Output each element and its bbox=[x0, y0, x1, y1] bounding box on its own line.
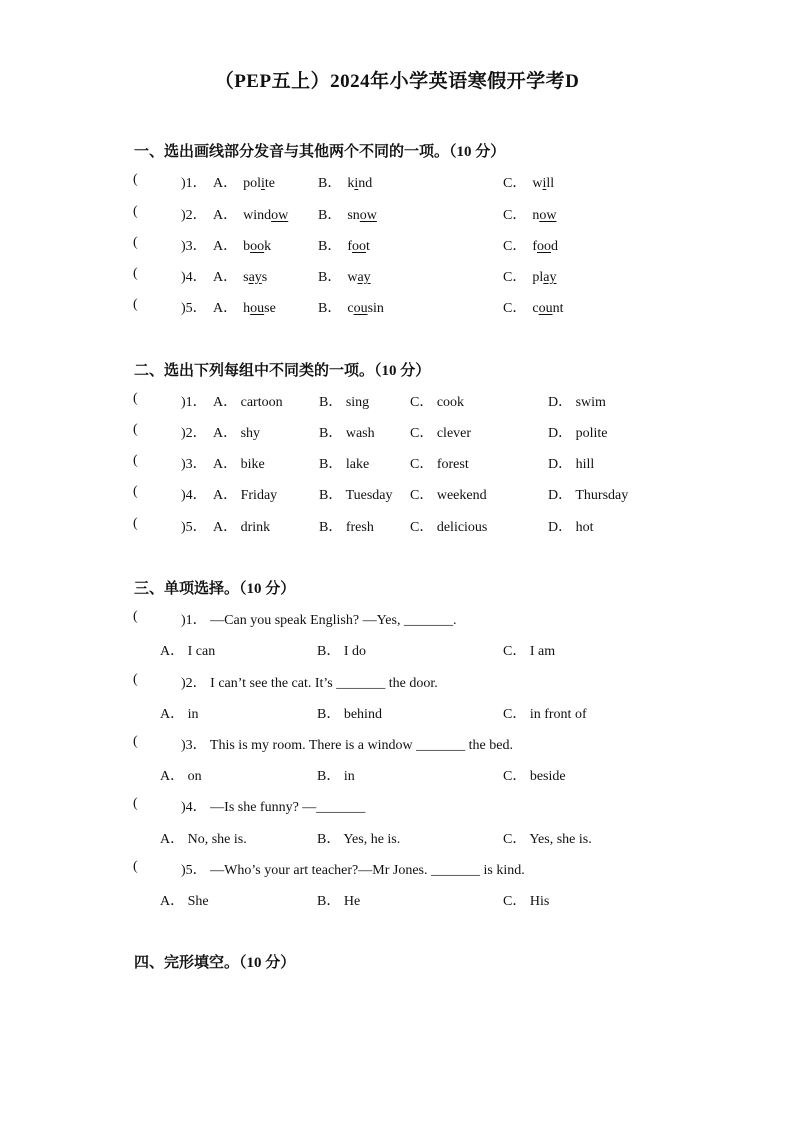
answer-blank[interactable]: ( bbox=[133, 235, 138, 250]
option-label: B． bbox=[318, 208, 342, 223]
option-label: B． bbox=[318, 176, 342, 191]
option-a bbox=[213, 266, 267, 286]
option-label: C． bbox=[503, 270, 527, 285]
underlined-sound: ay bbox=[543, 270, 557, 285]
option-a bbox=[213, 204, 288, 224]
option-a[interactable]: A． I can bbox=[160, 644, 216, 659]
word-part: f bbox=[532, 239, 538, 254]
answer-blank[interactable]: ( bbox=[133, 609, 138, 624]
option-word bbox=[243, 239, 271, 254]
underlined-sound: ou bbox=[353, 301, 368, 316]
option-word bbox=[347, 301, 384, 316]
section-4-heading: 四、完形填空。（10 分） bbox=[134, 955, 296, 971]
option-b: B． sing bbox=[319, 395, 370, 410]
page-title: （PEP五上）2024年小学英语寒假开学考D bbox=[214, 71, 580, 92]
option-b[interactable]: B． behind bbox=[317, 707, 382, 722]
option-label: A． bbox=[213, 239, 238, 254]
option-label: C． bbox=[503, 301, 527, 316]
question-number: )2． bbox=[181, 426, 207, 441]
answer-blank[interactable]: ( bbox=[133, 859, 138, 874]
option-label: A． bbox=[213, 301, 238, 316]
answer-blank[interactable]: ( bbox=[133, 484, 138, 499]
question-number: )4． bbox=[181, 270, 207, 285]
option-c bbox=[503, 235, 558, 255]
option-c bbox=[503, 172, 554, 192]
option-label: A． bbox=[213, 208, 238, 223]
option-c bbox=[503, 266, 556, 286]
option-label: A． bbox=[213, 176, 238, 191]
question-number: )1． bbox=[181, 176, 207, 191]
option-word bbox=[532, 270, 556, 285]
word-part: n bbox=[532, 208, 540, 223]
option-c: C． forest bbox=[410, 457, 469, 472]
word-part: w bbox=[347, 270, 358, 285]
underlined-sound: ay bbox=[357, 270, 371, 285]
option-a: A． Friday bbox=[213, 488, 278, 503]
option-word bbox=[347, 176, 372, 191]
option-a bbox=[213, 297, 276, 317]
question-text: )5． —Who’s your art teacher?—Mr Jones. _______ is kind. bbox=[181, 863, 525, 878]
word-part: pl bbox=[532, 270, 544, 285]
option-a[interactable]: A． in bbox=[160, 707, 199, 722]
word-part: c bbox=[347, 301, 354, 316]
option-a[interactable]: A． No, she is. bbox=[160, 832, 247, 847]
option-word bbox=[243, 301, 276, 316]
answer-blank[interactable]: ( bbox=[133, 391, 138, 406]
option-b[interactable]: B． Yes, he is. bbox=[317, 832, 401, 847]
word-part: f bbox=[347, 239, 353, 254]
word-part: pol bbox=[243, 176, 262, 191]
question-number: )2． bbox=[181, 208, 207, 223]
option-c[interactable]: C． in front of bbox=[503, 707, 587, 722]
option-word bbox=[347, 208, 377, 223]
option-word bbox=[532, 301, 563, 316]
option-b bbox=[318, 266, 371, 286]
section-3-heading: 三、单项选择。（10 分） bbox=[134, 581, 296, 597]
option-b[interactable]: B． in bbox=[317, 769, 355, 784]
answer-blank[interactable]: ( bbox=[133, 516, 138, 531]
option-word bbox=[532, 176, 554, 191]
option-b bbox=[318, 204, 377, 224]
option-a bbox=[213, 235, 271, 255]
question-number: )3． bbox=[181, 457, 207, 472]
word-part: k bbox=[264, 239, 272, 254]
underlined-sound: ou bbox=[538, 301, 553, 316]
answer-blank[interactable]: ( bbox=[133, 672, 138, 687]
word-part: s bbox=[243, 270, 249, 285]
option-c: C． clever bbox=[410, 426, 472, 441]
option-label: B． bbox=[318, 270, 342, 285]
option-b: B． wash bbox=[319, 426, 375, 441]
word-part: nt bbox=[552, 301, 564, 316]
option-d: D． Thursday bbox=[548, 488, 629, 503]
option-c: C． delicious bbox=[410, 520, 488, 535]
option-a: A． cartoon bbox=[213, 395, 283, 410]
word-part: h bbox=[243, 301, 251, 316]
option-a: A． shy bbox=[213, 426, 261, 441]
word-part: d bbox=[551, 239, 559, 254]
option-c bbox=[503, 204, 556, 224]
underlined-sound: ow bbox=[359, 208, 377, 223]
question-text: )1． —Can you speak English? —Yes, _______. bbox=[181, 613, 457, 628]
word-part: sin bbox=[367, 301, 384, 316]
option-c: C． cook bbox=[410, 395, 465, 410]
question-number: )1． bbox=[181, 395, 207, 410]
question-text: )2． I can’t see the cat. It’s _______ the door. bbox=[181, 676, 438, 691]
option-c[interactable]: C． I am bbox=[503, 644, 556, 659]
option-c[interactable]: C． His bbox=[503, 894, 550, 909]
word-part: k bbox=[347, 176, 355, 191]
section-1-heading: 一、选出画线部分发音与其他两个不同的一项。（10 分） bbox=[134, 144, 506, 160]
option-d: D． polite bbox=[548, 426, 608, 441]
option-word bbox=[243, 176, 275, 191]
word-part: ll bbox=[546, 176, 555, 191]
option-a[interactable]: A． She bbox=[160, 894, 209, 909]
option-b bbox=[318, 172, 372, 192]
word-part: s bbox=[261, 270, 268, 285]
answer-blank[interactable]: ( bbox=[133, 204, 138, 219]
underlined-sound: i bbox=[261, 176, 265, 191]
option-b: B． Tuesday bbox=[319, 488, 393, 503]
word-part: w bbox=[532, 176, 543, 191]
option-label: B． bbox=[318, 239, 342, 254]
option-c[interactable]: C． Yes, she is. bbox=[503, 832, 592, 847]
option-label: A． bbox=[213, 270, 238, 285]
underlined-sound: oo bbox=[352, 239, 367, 254]
answer-blank[interactable]: ( bbox=[133, 266, 138, 281]
option-b: B． lake bbox=[319, 457, 370, 472]
option-c: C． weekend bbox=[410, 488, 487, 503]
option-a: A． drink bbox=[213, 520, 271, 535]
word-part: c bbox=[532, 301, 539, 316]
question-number: )4． bbox=[181, 488, 207, 503]
option-label: C． bbox=[503, 176, 527, 191]
section-2-heading: 二、选出下列每组中不同类的一项。（10 分） bbox=[134, 363, 431, 379]
underlined-sound: oo bbox=[537, 239, 552, 254]
option-a: A． bike bbox=[213, 457, 265, 472]
option-d: D． hot bbox=[548, 520, 594, 535]
answer-blank[interactable]: ( bbox=[133, 796, 138, 811]
word-part: nd bbox=[358, 176, 373, 191]
answer-blank[interactable]: ( bbox=[133, 734, 138, 749]
option-c bbox=[503, 297, 563, 317]
option-b bbox=[318, 235, 370, 255]
option-label: B． bbox=[318, 301, 342, 316]
option-word bbox=[243, 270, 267, 285]
word-part: te bbox=[264, 176, 276, 191]
option-word bbox=[243, 208, 288, 223]
question-number: )5． bbox=[181, 301, 207, 316]
option-d: D． hill bbox=[548, 457, 595, 472]
underlined-sound: i bbox=[542, 176, 547, 191]
option-a[interactable]: A． on bbox=[160, 769, 202, 784]
underlined-sound: ay bbox=[248, 270, 262, 285]
underlined-sound: oo bbox=[250, 239, 265, 254]
underlined-sound: ou bbox=[250, 301, 265, 316]
word-part: se bbox=[264, 301, 276, 316]
option-label: C． bbox=[503, 208, 527, 223]
option-label: C． bbox=[503, 239, 527, 254]
word-part: b bbox=[243, 239, 251, 254]
answer-blank[interactable]: ( bbox=[133, 453, 138, 468]
option-b: B． fresh bbox=[319, 520, 374, 535]
option-b bbox=[318, 297, 384, 317]
underlined-sound: i bbox=[354, 176, 359, 191]
question-number: )3． bbox=[181, 239, 207, 254]
option-word bbox=[532, 239, 558, 254]
option-b[interactable]: B． I do bbox=[317, 644, 366, 659]
underlined-sound: ow bbox=[271, 208, 289, 223]
underlined-sound: ow bbox=[539, 208, 557, 223]
word-part: t bbox=[366, 239, 370, 254]
option-word bbox=[347, 239, 370, 254]
answer-blank[interactable]: ( bbox=[133, 172, 138, 187]
option-c[interactable]: C． beside bbox=[503, 769, 566, 784]
option-word bbox=[347, 270, 370, 285]
question-number: )5． bbox=[181, 520, 207, 535]
option-b[interactable]: B． He bbox=[317, 894, 361, 909]
answer-blank[interactable]: ( bbox=[133, 297, 138, 312]
answer-blank[interactable]: ( bbox=[133, 422, 138, 437]
option-a bbox=[213, 172, 275, 192]
option-word bbox=[532, 208, 556, 223]
question-text: )4． —Is she funny? —_______ bbox=[181, 800, 366, 815]
option-d: D． swim bbox=[548, 395, 606, 410]
word-part: wind bbox=[243, 208, 272, 223]
word-part: sn bbox=[347, 208, 360, 223]
question-text: )3． This is my room. There is a window _______ the bed. bbox=[181, 738, 513, 753]
